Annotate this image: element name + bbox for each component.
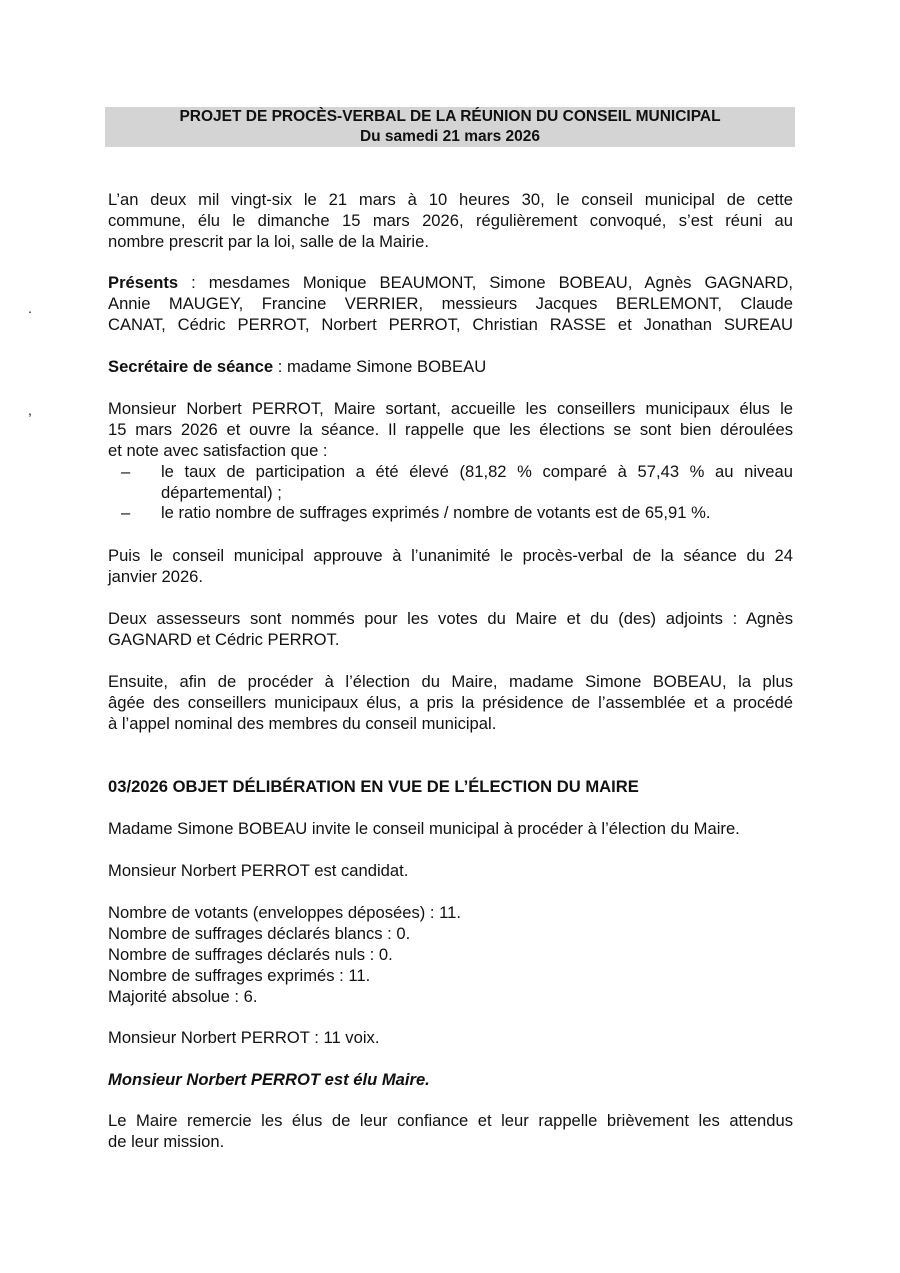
heading-text: 03/2026 OBJET DÉLIBÉRATION EN VUE DE L’ÉLECTION DU MAIRE <box>108 777 639 796</box>
line: Monsieur Norbert PERROT : 11 voix. <box>108 1028 380 1047</box>
line: Annie MAUGEY, Francine VERRIER, messieurs Jacques BERLEMONT, Claude <box>108 293 793 313</box>
bullet-item <box>108 462 793 504</box>
conclusion-paragraph <box>108 1111 793 1153</box>
stray-comma: , <box>28 402 32 418</box>
secretaire-paragraph <box>108 357 793 378</box>
line: de leur mission. <box>108 1131 225 1151</box>
intro-paragraph <box>108 190 793 253</box>
line: Le Maire remercie les élus de leur confiance et leur rappelle brièvement les attendus <box>108 1111 793 1130</box>
line: CANAT, Cédric PERROT, Norbert PERROT, Christian RASSE et Jonathan SUREAU <box>108 314 793 334</box>
accueil-paragraph <box>108 399 793 524</box>
bullet-item <box>108 503 793 524</box>
line <box>108 273 793 294</box>
line: le ratio nombre de suffrages exprimés / nombre de votants est de 65,91 %. <box>161 503 711 523</box>
result-line: Nombre de suffrages exprimés : 11. <box>108 965 371 985</box>
presents-text: : mesdames Monique BEAUMONT, Simone BOBEAU, Agnès GAGNARD, <box>178 273 793 292</box>
line: Monsieur Norbert PERROT est élu Maire. <box>108 1070 430 1089</box>
assesseurs-paragraph <box>108 609 793 651</box>
secretaire-text: : madame Simone BOBEAU <box>273 357 487 376</box>
line: Madame Simone BOBEAU invite le conseil municipal à procéder à l’élection du Maire. <box>108 819 740 838</box>
line: le taux de participation a été élevé (81,82 % comparé à 57,43 % au niveau <box>161 461 793 481</box>
stray-dot: . <box>28 300 32 316</box>
dash-bullet-icon: – <box>121 461 131 481</box>
result-line: Majorité absolue : 6. <box>108 986 258 1006</box>
approbation-paragraph <box>108 546 793 588</box>
presents-label: Présents <box>108 273 179 292</box>
line: commune, élu le dimanche 15 mars 2026, régulièrement convoqué, s’est réuni au <box>108 210 793 230</box>
result-line: Nombre de suffrages déclarés blancs : 0. <box>108 923 411 943</box>
election-result <box>108 1070 793 1091</box>
line: Deux assesseurs sont nommés pour les votes du Maire et du (des) adjoints : Agnès <box>108 609 793 628</box>
line: âgée des conseillers municipaux élus, a pris la présidence de l’assemblée et a procédé <box>108 692 793 712</box>
section-heading <box>108 777 793 798</box>
line <box>108 357 793 378</box>
result-line: Nombre de votants (enveloppes déposées) : 11. <box>108 903 461 922</box>
line: janvier 2026. <box>108 566 204 586</box>
secretaire-label: Secrétaire de séance <box>108 357 274 376</box>
line: nombre prescrit par la loi, salle de la Mairie. <box>108 231 429 251</box>
presidence-paragraph <box>108 672 793 735</box>
voix-paragraph <box>108 1028 793 1049</box>
line: à l’appel nominal des membres du conseil municipal. <box>108 713 497 733</box>
results-list <box>108 903 793 1007</box>
line: Ensuite, afin de procéder à l’élection du Maire, madame Simone BOBEAU, la plus <box>108 672 793 691</box>
result-line: Nombre de suffrages déclarés nuls : 0. <box>108 944 393 964</box>
line: Monsieur Norbert PERROT est candidat. <box>108 861 409 880</box>
line: et note avec satisfaction que : <box>108 440 328 460</box>
dash-bullet-icon: – <box>121 503 131 523</box>
invite-paragraph <box>108 819 793 840</box>
line: L’an deux mil vingt-six le 21 mars à 10 heures 30, le conseil municipal de cette <box>108 190 793 209</box>
line: Monsieur Norbert PERROT, Maire sortant, accueille les conseillers municipaux élus le <box>108 399 793 418</box>
candidat-paragraph <box>108 861 793 882</box>
line: GAGNARD et Cédric PERROT. <box>108 629 340 649</box>
document-title: PROJET DE PROCÈS-VERBAL DE LA RÉUNION DU CONSEIL MUNICIPAL <box>179 108 721 125</box>
line: Puis le conseil municipal approuve à l’unanimité le procès-verbal de la séance du 24 <box>108 546 793 565</box>
presents-paragraph <box>108 273 793 336</box>
document-header <box>105 107 795 147</box>
line: 15 mars 2026 et ouvre la séance. Il rappelle que les élections se sont bien déroulées <box>108 419 793 439</box>
line: départemental) ; <box>161 482 282 502</box>
document-date: Du samedi 21 mars 2026 <box>359 128 541 145</box>
